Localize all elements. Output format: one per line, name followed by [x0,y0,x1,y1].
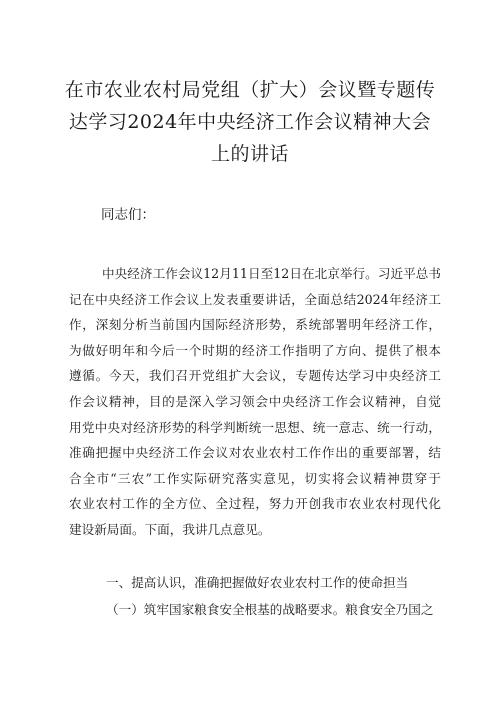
body-paragraph [69,261,441,543]
body-line-7: 用党中央对经济形势的科学判断统一思想、统一意志、统一行动， [69,419,441,435]
body-line-3: 作，深刻分析当前国内国际经济形势，系统部署明年经济工作， [69,317,441,333]
body-line-9: 合全市“三农”工作实际研究落实意见，切实将会议精神贯穿于 [69,470,441,486]
body-line-1: 中央经济工作会议12月11日至12日在北京举行。习近平总书 [102,266,441,281]
sub-heading: （一）筑牢国家粮食安全根基的战略要求。粮食安全乃国之 [106,602,434,617]
document-title [60,74,440,170]
body-line-8: 准确把握中央经济工作会议对农业农村工作作出的重要部署，结 [69,445,441,461]
title-line-2: 达学习2024年中央经济工作会议精神大会 [68,111,432,133]
salutation: 同志们： [101,207,155,223]
title-line-3: 上的讲话 [210,143,289,165]
body-line-4: 为做好明年和今后一个时期的经济工作指明了方向、提供了根本 [69,342,441,358]
section-heading: 一、提高认识，准确把握做好农业农村工作的使命担当 [106,575,409,590]
body-line-5: 遵循。今天，我们召开党组扩大会议，专题传达学习中央经济工 [69,368,441,384]
title-line-1: 在市农业农村局党组（扩大）会议暨专题传 [64,79,436,101]
body-line-11: 建设新局面。下面，我讲几点意见。 [69,521,271,537]
body-line-6: 作会议精神，目的是深入学习领会中央经济工作会议精神，自觉 [69,393,441,409]
body-line-10: 农业农村工作的全方位、全过程，努力开创我市农业农村现代化 [69,496,441,512]
body-line-2: 记在中央经济工作会议上发表重要讲话，全面总结2024年经济工 [69,291,441,307]
